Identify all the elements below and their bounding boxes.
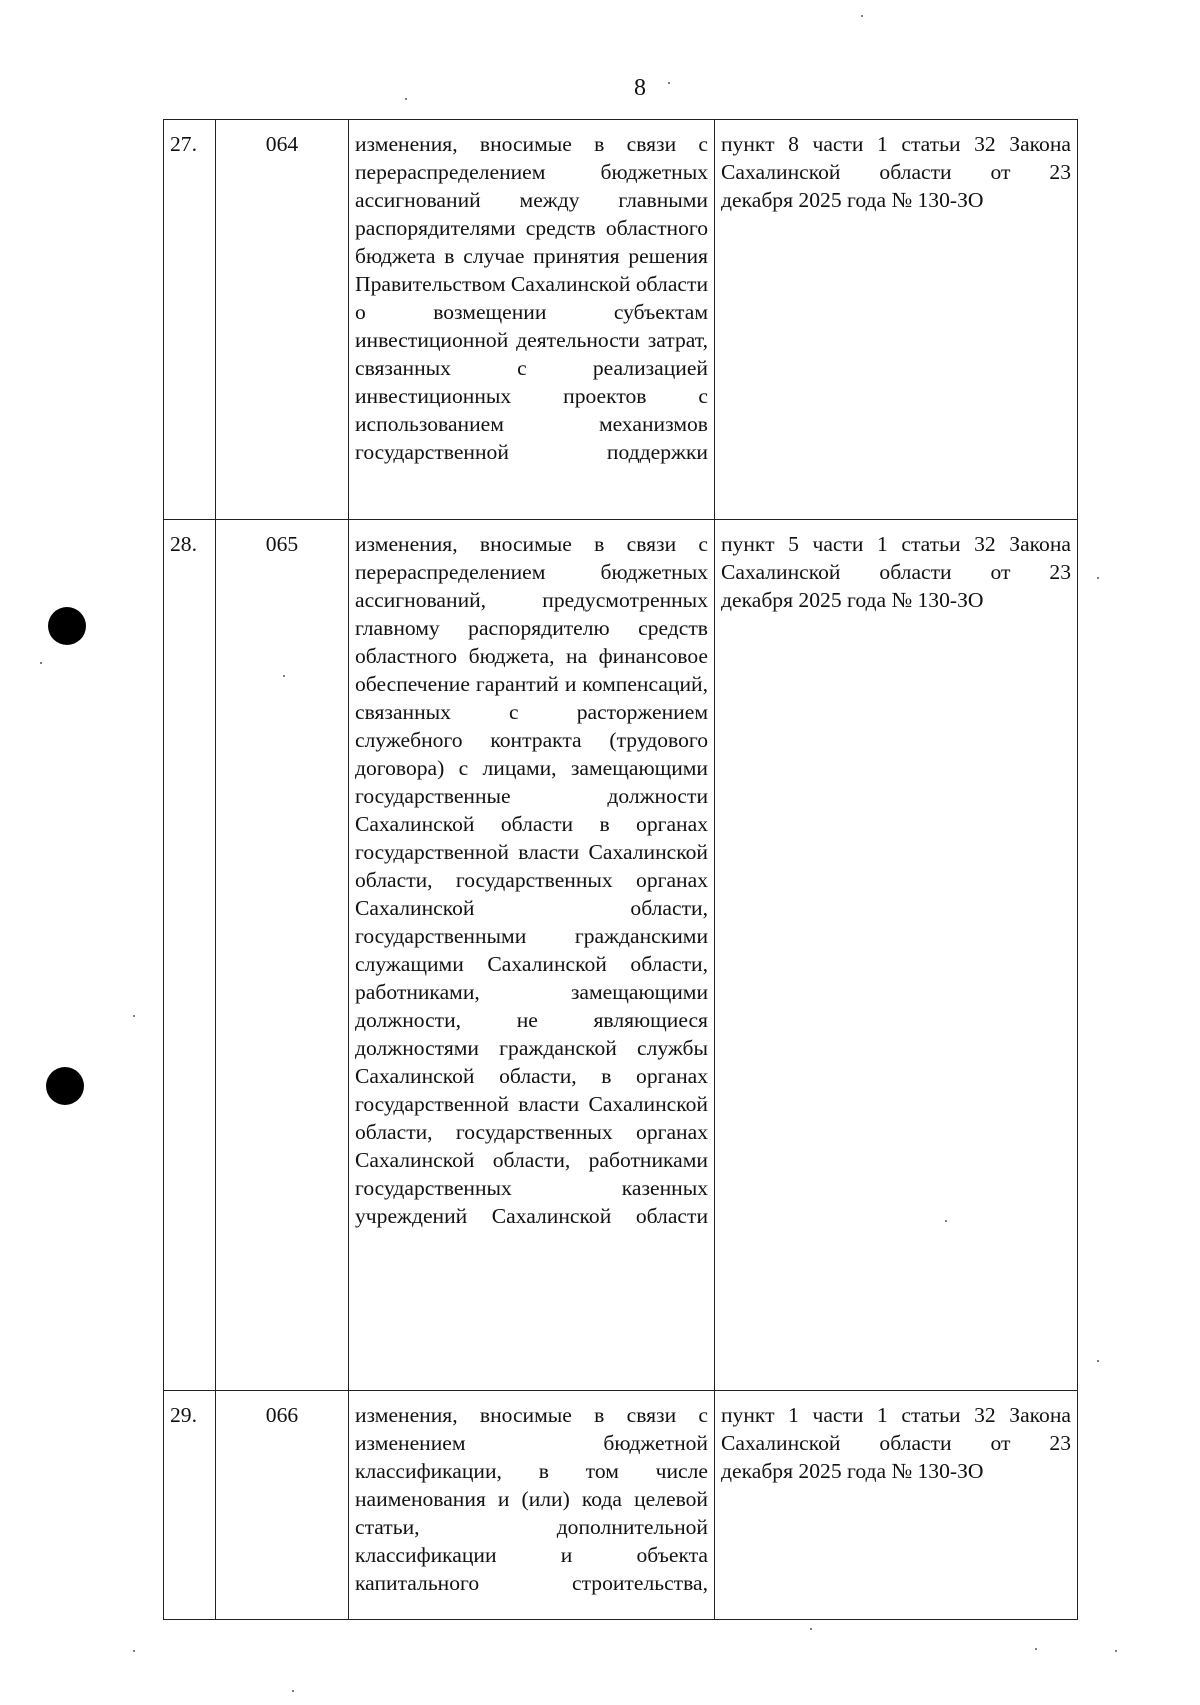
table-row — [164, 520, 1078, 1391]
scan-speck — [668, 82, 670, 84]
legal-basis-line: Сахалинской области от 23 — [721, 160, 1071, 184]
row-description: изменения, вносимые в связи с перераспределением бюджетных ассигнований между главными распорядителями средств областного бюджета в случае принятия решения Правительством Сахалинской области о возмещении субъектам инвестиционной деятельности затрат, связанных с реализацией инвестиционных проектов с использованием механизмов государственной поддержки — [349, 120, 715, 520]
scan-speck — [133, 1650, 135, 1652]
scan-speck — [861, 15, 863, 17]
row-number: 27. — [164, 120, 216, 520]
row-code: 065 — [216, 520, 349, 1391]
row-legal-basis — [715, 1391, 1078, 1620]
hole-punch-mark — [46, 1067, 84, 1105]
scan-speck — [810, 1628, 812, 1630]
scan-speck — [133, 1015, 135, 1017]
row-legal-basis — [715, 120, 1078, 520]
row-legal-basis — [715, 520, 1078, 1391]
scan-speck — [945, 1220, 947, 1222]
table-row — [164, 120, 1078, 520]
row-code: 064 — [216, 120, 349, 520]
scan-speck — [1035, 1648, 1037, 1650]
scan-speck — [405, 98, 407, 100]
row-number: 28. — [164, 520, 216, 1391]
row-description: изменения, вносимые в связи с перераспределением бюджетных ассигнований, предусмотренных главному распорядителю средств областного бюджета, на финансовое обеспечение гарантий и компенсаций, связанных с расторжением служебного контракта (трудового договора) с лицами, замещающими государственные должности Сахалинской области в органах государственной власти Сахалинской области, государственных органах Сахалинской области, государственными гражданскими служащими Сахалинской области, работниками, замещающими должности, не являющиеся должностями гражданской службы Сахалинской области, в органах государственной власти Сахалинской области, государственных органах Сахалинской области, работниками государственных казенных учреждений Сахалинской области — [349, 520, 715, 1391]
row-code: 066 — [216, 1391, 349, 1620]
legal-basis-line: Сахалинской области от 23 — [721, 560, 1071, 584]
legal-basis-line: Сахалинской области от 23 — [721, 1431, 1071, 1455]
scan-speck — [292, 1690, 294, 1692]
table-row — [164, 1391, 1078, 1620]
legal-basis-line: декабря 2025 года № 130-ЗО — [721, 188, 984, 212]
hole-punch-mark — [48, 607, 86, 645]
scan-speck — [1097, 577, 1099, 579]
row-description: изменения, вносимые в связи с изменением бюджетной классификации, в том числе наименования и (или) кода целевой статьи, дополнительной классификации и объекта капитального строительства, — [349, 1391, 715, 1620]
scan-speck — [1115, 1650, 1117, 1652]
document-table — [163, 119, 1078, 1620]
legal-basis-line: пункт 1 части 1 статьи 32 Закона — [721, 1403, 1071, 1427]
page-number: 8 — [634, 75, 646, 101]
scan-speck — [40, 662, 42, 664]
legal-basis-line: декабря 2025 года № 130-ЗО — [721, 588, 984, 612]
row-number: 29. — [164, 1391, 216, 1620]
legal-basis-line: пункт 5 части 1 статьи 32 Закона — [721, 532, 1071, 556]
legal-basis-line: пункт 8 части 1 статьи 32 Закона — [721, 132, 1071, 156]
legal-basis-line: декабря 2025 года № 130-ЗО — [721, 1459, 984, 1483]
scan-speck — [283, 675, 285, 677]
scan-speck — [1097, 1360, 1099, 1362]
